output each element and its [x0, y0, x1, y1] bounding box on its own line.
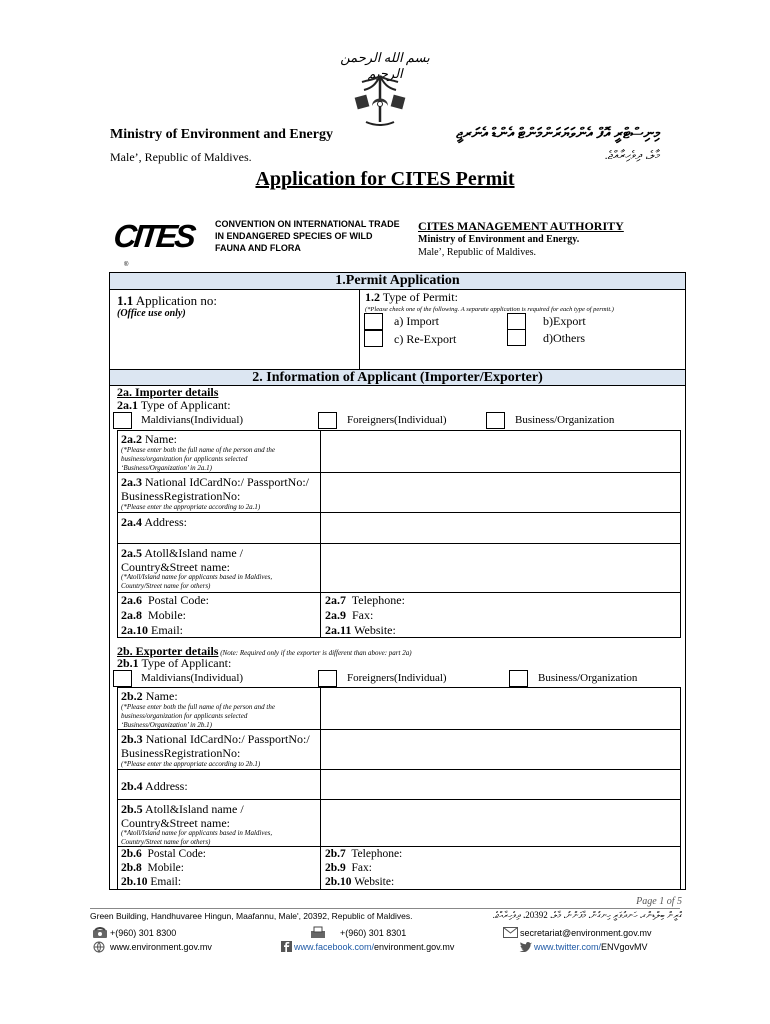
authority-title: CITES MANAGEMENT AUTHORITY	[418, 219, 624, 233]
importer-atoll-num: 2a.5	[121, 546, 142, 560]
export-checkbox[interactable]	[507, 313, 526, 330]
importer-atoll-label	[121, 546, 291, 574]
importer-id-num: 2a.3	[121, 475, 142, 489]
exporter-address-label	[121, 779, 188, 793]
exporter-address-num: 2b.4	[121, 779, 143, 793]
others-label	[543, 331, 585, 345]
exporter-address-text: Address:	[142, 779, 188, 793]
exporter-atoll-text: Atoll&Island name / Country&Street name:	[121, 802, 244, 830]
footer-email: secretariat@environment.gov.mv	[520, 928, 652, 938]
section2-left-border	[109, 384, 110, 890]
others-letter: d)	[543, 331, 553, 345]
importer-email-text: Email:	[148, 623, 183, 637]
application-no-text: Application no:	[133, 293, 218, 308]
footer-facebook-suffix: environment.gov.mv	[374, 942, 455, 952]
exporter-row-line	[117, 769, 681, 770]
exporter-foreigner-label: Foreigners(Individual)	[347, 672, 447, 684]
footer-address-en: Green Building, Handhuvaree Hingun, Maafannu, Male', 20392, Republic of Maldives.	[90, 911, 413, 921]
footer-twitter	[534, 942, 648, 952]
section1-middle-border	[359, 289, 360, 370]
importer-id-note: (*Please enter the appropriate according to 2a.1)	[121, 503, 261, 511]
importer-address-text: Address:	[142, 515, 187, 529]
exporter-id-label	[121, 732, 317, 760]
calligraphy: بسم الله الرحمن الرحيم	[340, 50, 430, 81]
exporter-email-text: Email:	[147, 876, 182, 888]
page-number: Page 1 of 5	[636, 896, 682, 907]
exporter-atoll-label	[121, 802, 291, 830]
importer-id-label	[121, 475, 317, 503]
importer-table-left	[117, 430, 118, 638]
import-checkbox[interactable]	[364, 313, 383, 330]
importer-row-line	[117, 512, 681, 513]
exporter-name-text: Name:	[142, 689, 178, 703]
exporter-table-right	[680, 687, 681, 889]
importer-mobile-text: Mobile:	[142, 608, 186, 622]
exporter-tel-num: 2b.7	[325, 848, 346, 860]
exporter-name-label	[121, 689, 178, 703]
importer-name-note: (*Please enter both the full name of the person and the business/organization for applicants selected ‘Business/Organization’ in 2a.1)	[121, 446, 275, 472]
page-title: Application for CITES Permit	[255, 168, 515, 190]
importer-foreigner-checkbox[interactable]	[318, 412, 337, 429]
importer-mobile-label	[121, 608, 186, 623]
exporter-name-num: 2b.2	[121, 689, 143, 703]
exporter-id-note: (*Please enter the appropriate according to 2b.1)	[121, 760, 261, 768]
section1-left-border	[109, 289, 110, 370]
importer-type-num: 2a.1	[117, 398, 138, 412]
fax-icon	[310, 926, 326, 939]
section1-heading: 1.Permit Application	[109, 272, 686, 290]
exporter-name-note: (*Please enter both the full name of the person and the business/organization for applicants selected ‘Business/Organization’ in 2b.1)	[121, 703, 275, 729]
importer-maldivian-checkbox[interactable]	[113, 412, 132, 429]
exporter-postal-text: Postal Code:	[141, 848, 206, 860]
importer-foreigner-label: Foreigners(Individual)	[347, 414, 447, 426]
footer-web: www.environment.gov.mv	[110, 942, 212, 952]
authority-ministry: Ministry of Environment and Energy.	[418, 234, 580, 245]
maldives-emblem	[350, 70, 410, 132]
cites-logo-text: CITES	[111, 218, 195, 254]
importer-web-label	[325, 623, 396, 638]
exporter-table-left	[117, 687, 118, 889]
footer-facebook-prefix: www.facebook.com/	[294, 942, 375, 952]
exporter-mobile-num: 2b.8	[121, 862, 142, 874]
ministry-name-dv: މިނިސްޓްރީ އޮފް އެންވަޔަރަންމަންޓް އެންޑް އެނަރޖީ	[456, 126, 660, 142]
importer-postal-label	[121, 593, 209, 608]
footer-phone: +(960) 301 8300	[110, 928, 177, 938]
phone-icon	[92, 927, 108, 939]
importer-business-label: Business/Organization	[515, 414, 615, 426]
importer-tel-label	[325, 593, 405, 608]
importer-table-top	[117, 430, 681, 431]
section2-heading: 2. Information of Applicant (Importer/Exporter)	[109, 369, 686, 386]
exporter-fax-label	[325, 862, 372, 874]
importer-heading: 2a. Importer details	[117, 385, 219, 399]
importer-tel-num: 2a.7	[325, 593, 346, 607]
importer-email-label	[121, 623, 183, 638]
importer-atoll-text: Atoll&Island name / Country&Street name:	[121, 546, 243, 574]
cites-logo-registered: ®	[124, 262, 129, 268]
importer-postal-num: 2a.6	[121, 593, 142, 607]
exporter-tel-text: Telephone:	[345, 848, 403, 860]
exporter-row-line	[117, 799, 681, 800]
importer-type-label	[117, 398, 231, 413]
exporter-type-text: Type of Applicant:	[138, 656, 232, 670]
importer-postal-text: Postal Code:	[142, 593, 210, 607]
importer-fax-label	[325, 608, 373, 623]
importer-web-num: 2a.11	[325, 623, 352, 637]
location-dv: މާލެ، ދިވެހިރާއްޖެ.	[604, 148, 660, 162]
importer-web-text: Website:	[351, 623, 396, 637]
exporter-type-label	[117, 656, 231, 671]
importer-address-num: 2a.4	[121, 515, 142, 529]
export-label	[543, 314, 586, 328]
importer-row-line	[117, 543, 681, 544]
importer-email-num: 2a.10	[121, 623, 148, 637]
exporter-web-text: Website:	[351, 876, 395, 888]
footer-twitter-prefix: www.twitter.com/	[534, 942, 602, 952]
exporter-mobile-label	[121, 862, 184, 874]
exporter-fax-num: 2b.9	[325, 862, 346, 874]
exporter-heading: 2b. Exporter details	[117, 644, 219, 658]
facebook-icon	[281, 941, 292, 952]
exporter-fax-text: Fax:	[345, 862, 372, 874]
exporter-type-num: 2b.1	[117, 656, 139, 670]
importer-table-right	[680, 430, 681, 638]
reexport-checkbox[interactable]	[364, 330, 383, 347]
importer-mobile-num: 2a.8	[121, 608, 142, 622]
permit-type-text: Type of Permit:	[380, 290, 458, 304]
exporter-tel-label	[325, 848, 402, 860]
section2-right-border	[685, 384, 686, 890]
importer-maldivian-label: Maldivians(Individual)	[141, 414, 244, 426]
exporter-web-label	[325, 876, 394, 888]
convention-text: CONVENTION ON INTERNATIONAL TRADE IN ENDANGERED SPECIES OF WILD FAUNA AND FLORA	[215, 219, 400, 253]
exporter-foreigner-checkbox[interactable]	[318, 670, 337, 687]
importer-name-num: 2a.2	[121, 432, 142, 446]
exporter-postal-num: 2b.6	[121, 848, 142, 860]
exporter-atoll-num: 2b.5	[121, 802, 143, 816]
exporter-email-label	[121, 876, 181, 888]
exporter-maldivian-checkbox[interactable]	[113, 670, 132, 687]
footer-facebook	[294, 942, 454, 952]
footer-address-dv: ގްރީން ބިލްޑިންގ، ހަނދުވަރީ ހިނގުން، މާފަންނު، މާލެ، 20392، ދިވެހިރާއްޖެ.	[492, 910, 682, 920]
exporter-business-label: Business/Organization	[538, 672, 638, 684]
reexport-label: c) Re-Export	[394, 332, 457, 346]
exporter-business-checkbox[interactable]	[509, 670, 528, 687]
others-text: Others	[553, 331, 585, 345]
importer-address-label	[121, 515, 187, 529]
application-no-label	[117, 293, 217, 309]
footer-rule	[90, 908, 680, 909]
twitter-icon	[519, 941, 533, 952]
exporter-table-mid	[320, 687, 321, 889]
authority-location: Male’, Republic of Maldives.	[418, 247, 537, 258]
import-label: a) Import	[394, 314, 439, 328]
email-icon	[503, 927, 518, 938]
section1-right-border	[685, 289, 686, 370]
section2-bottom-border	[109, 889, 686, 890]
importer-type-text: Type of Applicant:	[138, 398, 231, 412]
application-no-num: 1.1	[117, 293, 134, 308]
importer-table-bottom	[117, 637, 681, 638]
footer-fax: +(960) 301 8301	[340, 928, 407, 938]
exporter-mobile-text: Mobile:	[141, 862, 184, 874]
exporter-id-num: 2b.3	[121, 732, 143, 746]
exporter-atoll-note: (*Atoll/Island name for applicants based in Maldives, Country/Street name for others)	[121, 829, 273, 846]
cites-logo	[110, 218, 205, 268]
export-letter: b)	[543, 314, 553, 328]
exporter-id-text: National IdCardNo:/ PassportNo:/ BusinessRegistrationNo:	[121, 732, 310, 760]
others-checkbox[interactable]	[507, 329, 526, 346]
exporter-email-num: 2b.10	[121, 876, 148, 888]
exporter-heading-note: (Note: Required only if the exporter is different than above: part 2a)	[218, 649, 412, 657]
importer-id-text: National IdCardNo:/ PassportNo:/ BusinessRegistrationNo:	[121, 475, 309, 503]
permit-type-num: 1.2	[365, 290, 380, 304]
office-use-note: (Office use only)	[117, 308, 186, 319]
importer-atoll-note: (*Atoll/Island name for applicants based in Maldives, Country/Street name for others)	[121, 573, 273, 590]
exporter-table-top	[117, 687, 681, 688]
ministry-name-en: Ministry of Environment and Energy	[110, 127, 333, 142]
globe-icon	[93, 941, 105, 953]
location-en: Male’, Republic of Maldives.	[110, 150, 252, 164]
permit-type-note: (*Please check one of the following. A separate application is required for each type of permit.)	[365, 306, 614, 313]
importer-table-mid	[320, 430, 321, 638]
permit-type-label	[365, 290, 458, 305]
importer-fax-text: Fax:	[346, 608, 374, 622]
importer-name-text: Name:	[142, 432, 177, 446]
importer-fax-num: 2a.9	[325, 608, 346, 622]
importer-tel-text: Telephone:	[346, 593, 405, 607]
exporter-web-num: 2b.10	[325, 876, 352, 888]
importer-name-label	[121, 432, 177, 446]
exporter-postal-label	[121, 848, 206, 860]
footer-twitter-suffix: ENVgovMV	[601, 942, 648, 952]
exporter-maldivian-label: Maldivians(Individual)	[141, 672, 244, 684]
export-text: Export	[553, 314, 586, 328]
importer-business-checkbox[interactable]	[486, 412, 505, 429]
